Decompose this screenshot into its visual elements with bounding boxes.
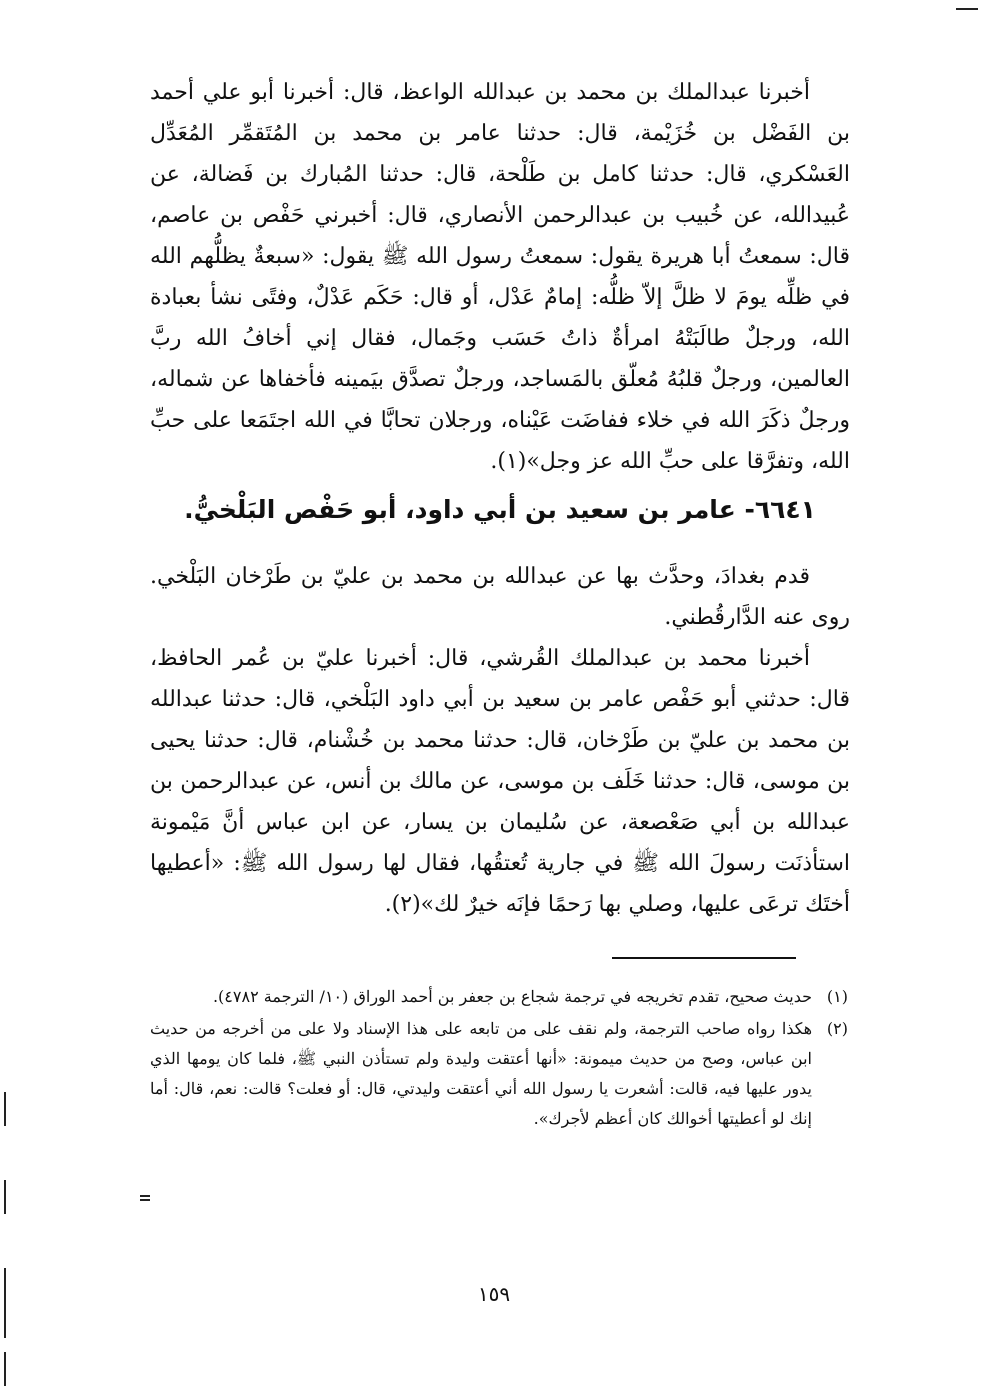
footnote-number: (١) [826,987,848,1006]
scan-mark-top-right [956,8,978,10]
footnote-text: هكذا رواه صاحب الترجمة، ولم نقف على من تابعه على هذا الإسناد ولا على من أخرجه من حديث ابن عباس، وصح من حديث ميمونة: «أنها أعتقت وليدة ولم تستأذن النبي ﷺ، فلما كان يومها الذي يدور عليها فيه، قالت: أشعرت يا رسول الله أني أعتقت وليدتي، قال: أو فعلت؟ قالت: نعم، قال: أما إنك لو أعطيتها أخوالك كان أعظم لأجرك». [150,1019,813,1128]
footnote-separator [612,957,796,959]
scan-mark-left-4 [4,1352,6,1386]
footnote-text: حديث صحيح، تقدم تخريجه في ترجمة شجاع بن جعفر بن أحمد الوراق (١٠/ الترجمة ٤٧٨٢). [212,987,812,1006]
page-number: ١٥٩ [477,1282,511,1306]
footnote-2 [150,1014,848,1134]
footnote-number: (٢) [826,1019,848,1038]
scan-mark-footnote-margin-2 [140,1199,150,1201]
footnotes [150,982,848,1136]
scan-mark-left-2 [4,1180,6,1214]
biography-heading: ٦٦٤١- عامر بن سعيد بن أبي داود، أبو حَفْص البَلْخيُّ. [184,495,816,524]
paragraph-biography-intro: قدم بغدادَ، وحدَّث بها عن عبدالله بن محمد بن عليّ بن طَرْخان البَلْخي. روى عنه الدَّارقُطني. [150,564,850,630]
paragraph-hadith-seven-shade: أخبرنا عبدالملك بن محمد بن عبدالله الواعظ، قال: أخبرنا أبو علي أحمد بن الفَضْل بن خُزَيْمة، قال: حدثنا عامر بن محمد بن المُتَقمِّر المُعَدِّل العَسْكري، قال: حدثنا كامل بن طَلْحة، قال: حدثنا المُبارك بن فَضالة، عن عُبيدالله، عن خُبيب بن عبدالرحمن الأنصاري، قال: أخبرني حَفْص بن عاصم، قال: سمعتُ أبا هريرة يقول: سمعتُ رسول الله ﷺ يقول: «سبعةٌ يظلُّهم الله في ظلِّه يومَ لا ظلَّ إلاّ ظلُّه: إمامٌ عَدْل، أو قال: حَكَم عَدْلٌ، وفتًى نشأ بعبادة الله، ورجلٌ طالَبَتْهُ امرأةٌ ذاتُ حَسَب وجَمال، فقال إني أخافُ الله ربَّ العالمين، ورجلٌ قلبُهُ مُعلّق بالمَساجد، ورجلٌ تصدَّق بيَمينه فأخفاها عن شماله، ورجلٌ ذكَرَ الله في خلاء ففاضَت عَيْناه، ورجلان تحابَّا في الله اجتَمَعا على حبِّ الله، وتفرَّقا على حبِّ الله عز وجل»(١). [150,80,850,474]
scan-mark-left-3 [4,1268,6,1338]
footnote-1 [150,982,848,1012]
paragraph-hadith-maymuna: أخبرنا محمد بن عبدالملك القُرشي، قال: أخبرنا عليّ بن عُمر الحافظ، قال: حدثني أبو حَفْص عامر بن سعيد بن أبي داود البَلْخي، قال: حدثنا عبدالله بن محمد بن عليّ بن طَرْخان، قال: حدثنا محمد بن خُشْنام، قال: حدثنا يحيى بن موسى، قال: حدثنا خَلَف بن موسى، عن مالك بن أنس، عن عبدالرحمن بن عبدالله بن أبي صَعْصعة، عن سُليمان بن يسار، عن ابن عباس أنَّ مَيْمونة استأذنَت رسولَ الله ﷺ في جارية تُعتقُها، فقال لها رسول الله ﷺ: «أعطيها أختَك ترعَى عليها، وصلي بها رَحمًا فإنَه خيرٌ لك»(٢). [150,646,850,917]
scan-mark-footnote-margin [140,1195,150,1197]
main-text [150,72,850,925]
scan-mark-left-1 [4,1092,6,1126]
